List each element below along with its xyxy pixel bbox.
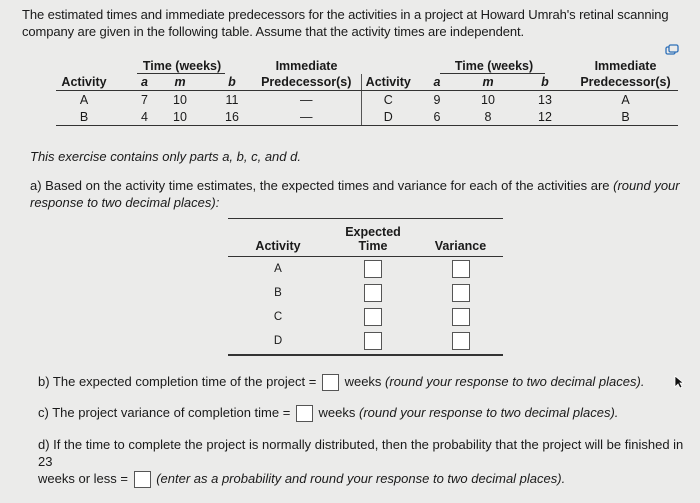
expected-time-input-a[interactable]: [364, 260, 382, 278]
part-c-label: c) The project variance of completion time =: [38, 405, 291, 420]
answer-table-bottom-rule: [228, 354, 503, 356]
part-c-unit: weeks: [314, 405, 359, 420]
part-d-label: weeks or less =: [38, 471, 128, 486]
activity-label: B: [274, 286, 282, 299]
activity-col-header: Activity: [228, 218, 328, 256]
pred-cell: —: [300, 92, 313, 107]
table-row: [56, 108, 678, 126]
expected-time-input-d[interactable]: [364, 332, 382, 350]
expected-header-line2: Time: [358, 238, 388, 253]
time-weeks-header-left: Time (weeks): [142, 59, 222, 73]
pred-cell: B: [573, 108, 678, 126]
activity-data-table: [56, 58, 678, 126]
part-b-label: b) The expected completion time of the project =: [38, 374, 317, 389]
part-b-unit: weeks: [340, 374, 386, 389]
project-variance-input[interactable]: [296, 405, 313, 422]
table-row: [228, 305, 503, 329]
time-weeks-underline-right: [440, 73, 545, 74]
expected-time-input-c[interactable]: [364, 308, 382, 326]
activity-cell: C: [361, 91, 415, 109]
part-a-label: a) Based on the activity time estimates, the expected times and variance for each of the activities are: [30, 178, 614, 193]
activity-label: C: [273, 310, 283, 323]
copy-icon[interactable]: [665, 44, 679, 56]
a-cell: 4: [112, 108, 148, 126]
mouse-cursor-icon: [674, 375, 684, 389]
b-cell: 12: [517, 108, 573, 126]
part-b-prompt: [38, 373, 644, 391]
table-row: [56, 91, 678, 109]
variance-col-header: Variance: [418, 218, 503, 256]
a-cell: 9: [433, 92, 441, 107]
col-a-header-left: a: [112, 74, 148, 91]
table-row: [228, 256, 503, 281]
predecessor-header-line2-right: Predecessor(s): [573, 74, 678, 91]
m-cell: 10: [481, 92, 495, 107]
m-cell: 10: [148, 108, 212, 126]
table-row: [228, 329, 503, 353]
problem-intro: The estimated times and immediate predecessors for the activities in a project at Howard Umrah's retinal scanning company are given in the following table. Assume that the activity times are independent.: [22, 7, 669, 39]
part-d-hint: (enter as a probability and round your response to two decimal places).: [152, 471, 566, 486]
activity-label: A: [274, 262, 282, 275]
part-c-prompt: [38, 404, 618, 422]
col-b-header-left: b: [212, 74, 252, 91]
variance-input-a[interactable]: [452, 260, 470, 278]
time-weeks-header-right: Time (weeks): [454, 59, 534, 73]
expected-header-line1: Expected: [345, 224, 401, 239]
part-d-line1: d) If the time to complete the project is normally distributed, then the probability that the project will be finished in 23: [38, 437, 684, 469]
activity-header-left: Activity: [56, 74, 112, 91]
part-a-prompt: [30, 177, 680, 211]
col-b-header-right: b: [517, 74, 573, 91]
col-m-header-right: m: [459, 74, 517, 91]
m-cell: 8: [459, 108, 517, 126]
exercise-note: This exercise contains only parts a, b, c, and d.: [30, 149, 301, 164]
predecessor-header-line2-left: Predecessor(s): [252, 74, 361, 91]
col-m-header-left: m: [148, 74, 212, 91]
variance-input-d[interactable]: [452, 332, 470, 350]
m-cell: 10: [173, 92, 187, 107]
expected-time-header: [328, 218, 418, 256]
activity-header-right: Activity: [361, 74, 415, 91]
col-a-header-right: a: [415, 74, 459, 91]
activity-cell: A: [79, 92, 89, 107]
variance-input-b[interactable]: [452, 284, 470, 302]
variance-input-c[interactable]: [452, 308, 470, 326]
table-row: [228, 281, 503, 305]
activity-cell: D: [361, 108, 415, 126]
b-cell: 16: [212, 108, 252, 126]
predecessor-header-line1-right: Immediate: [594, 59, 657, 73]
time-weeks-underline-left: [137, 73, 225, 74]
expected-time-input-b[interactable]: [364, 284, 382, 302]
b-cell: 13: [538, 92, 552, 107]
a-cell: 6: [415, 108, 459, 126]
pred-cell: —: [252, 108, 361, 126]
project-expected-time-input[interactable]: [322, 374, 339, 391]
activity-label: D: [273, 334, 283, 347]
probability-input[interactable]: [134, 471, 151, 488]
part-d-prompt: [38, 436, 688, 488]
b-cell: 11: [225, 92, 239, 107]
predecessor-header-line1-left: Immediate: [275, 59, 338, 73]
a-cell: 7: [141, 92, 148, 107]
part-a-hint: (round your response to two decimal places):: [30, 178, 680, 210]
activity-cell: B: [56, 108, 112, 126]
answer-table: [228, 218, 503, 353]
pred-cell: A: [621, 92, 630, 107]
part-b-hint: (round your response to two decimal places).: [385, 374, 645, 389]
part-c-hint: (round your response to two decimal places).: [359, 405, 619, 420]
